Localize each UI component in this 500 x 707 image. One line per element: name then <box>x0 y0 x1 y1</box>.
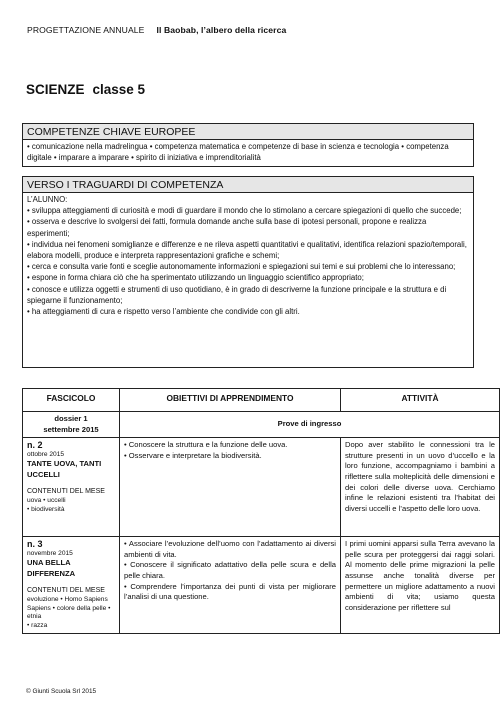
subject-name: SCIENZE <box>26 82 85 97</box>
fascicolo-cell <box>23 438 120 537</box>
traguardi-item: • conosce e utilizza oggetti e strumenti di uso quotidiano, è in grado di descriverne la funzione principale e la struttura e di spiegarne il funzionamento; <box>27 284 447 305</box>
obiettivo-item: • Associare l’evoluzione dell’uomo con l’adattamento ai diversi ambienti di vita. <box>124 539 336 559</box>
traguardi-item: • individua nei fenomeni somiglianze e differenze e ne rileva aspetti quantitativi e qualitativi, identifica relazioni spazio/temporali, elabora modelli, produce e interpreta rappresentazioni grafiche e schemi; <box>27 239 467 261</box>
table-row <box>23 412 500 438</box>
contents-title: CONTENUTI DEL MESE <box>27 586 105 594</box>
contents-item: • biodiversità <box>27 505 65 513</box>
contents-item: • razza <box>27 621 48 629</box>
planning-table <box>22 388 500 634</box>
issue-title: TANTE UOVA, TANTI UCCELLI <box>27 459 102 479</box>
traguardi-item: • espone in forma chiara ciò che ha sperimentato utilizzando un linguaggio scientifico appropriato; <box>27 273 364 283</box>
copyright-footer: © Giunti Scuola Srl 2015 <box>26 688 97 695</box>
issue-number: n. 3 <box>27 539 43 550</box>
dossier-label: dossier 1 <box>54 414 88 423</box>
header-left: PROGETTAZIONE ANNUALE <box>27 25 145 35</box>
competenze-text: • comunicazione nella madrelingua • competenza matematica e competenze di base in scienza e tecnologia • competenza digitale • imparare a imparare • spirito di iniziativa e imprenditorialità <box>27 142 449 163</box>
traguardi-item: • ha atteggiamenti di cura e rispetto verso l’ambiente che condivide con gli altri. <box>27 307 300 317</box>
header-attivita: ATTIVITÀ <box>341 389 500 412</box>
issue-number: n. 2 <box>27 440 43 451</box>
competenze-box <box>22 123 474 167</box>
attivita-cell: Dopo aver stabilito le connessioni tra le strutture presenti in un uovo d’uccello e la loro funzione, accompagniamo i bambini a riflettere sulla molteplicità delle dimensioni e dei colori delle diverse uova. Cerchiamo infine le relazioni esistenti tra l’habitat dei diversi uccelli e l’aspetto delle loro uova. <box>341 438 500 537</box>
traguardi-item: • osserva e descrive lo svolgersi dei fatti, formula domande anche sulla base di ipotesi personali, propone e realizza esperimenti; <box>27 217 427 238</box>
traguardi-intro: L’ALUNNO: <box>27 195 68 204</box>
subject-title <box>26 82 145 97</box>
issue-title: UNA BELLA DIFFERENZA <box>27 558 76 578</box>
contents-item: evoluzione • Homo Sapiens <box>27 596 108 604</box>
table-row <box>23 438 500 537</box>
obiettivi-cell <box>120 537 341 633</box>
obiettivo-item: • Comprendere l’importanza dei punti di vista per migliorare l’analisi di una questione. <box>124 581 336 602</box>
competenze-title: COMPETENZE CHIAVE EUROPEE <box>23 124 473 140</box>
traguardi-item: • sviluppa atteggiamenti di curiosità e modi di guardare il mondo che lo stimolano a cercare spiegazioni di quello che succede; <box>27 206 462 216</box>
dossier-cell <box>23 412 120 438</box>
header-obiettivi: OBIETTIVI DI APPRENDIMENTO <box>120 389 341 412</box>
obiettivo-item: • Osservare e interpretare la biodiversità. <box>124 450 262 460</box>
obiettivo-item: • Conoscere la struttura e la funzione delle uova. <box>124 440 288 450</box>
prove-ingresso: Prove di ingresso <box>120 412 500 438</box>
attivita-cell: I primi uomini apparsi sulla Terra avevano la pelle scura per proteggersi dai raggi solari. Al momento delle prime migrazioni la pelle assunse anche tonalità diverse per permettere un migliore adattamento a nuovi ambienti di vita; usiamo questa considerazione per riflettere sul <box>341 537 500 633</box>
fascicolo-cell <box>23 537 120 633</box>
obiettivo-item: • Conoscere il significato adattativo della pelle scura e della pelle chiara. <box>124 560 336 580</box>
table-header-row <box>23 389 500 412</box>
header-fascicolo: FASCICOLO <box>23 389 120 412</box>
dossier-date: settembre 2015 <box>43 424 99 434</box>
table-row <box>23 537 500 633</box>
issue-date: ottobre 2015 <box>27 450 65 458</box>
contents-title: CONTENUTI DEL MESE <box>27 487 105 495</box>
traguardi-title: VERSO I TRAGUARDI DI COMPETENZA <box>23 177 473 193</box>
contents-item: etnia <box>27 613 42 621</box>
traguardi-item: • cerca e consulta varie fonti e sceglie autonomamente informazioni e spiegazioni sui temi e sui problemi che lo interessano; <box>27 262 456 272</box>
issue-date: novembre 2015 <box>27 549 73 557</box>
traguardi-body <box>23 193 473 320</box>
obiettivi-cell <box>120 438 341 537</box>
traguardi-box <box>22 176 474 368</box>
subject-class: classe 5 <box>92 82 146 97</box>
header-right: Il Baobab, l’albero della ricerca <box>156 25 287 35</box>
contents-item: uova • uccelli <box>27 497 66 505</box>
contents-item: Sapiens • colore della pelle • <box>27 604 111 612</box>
page-header <box>27 25 286 35</box>
